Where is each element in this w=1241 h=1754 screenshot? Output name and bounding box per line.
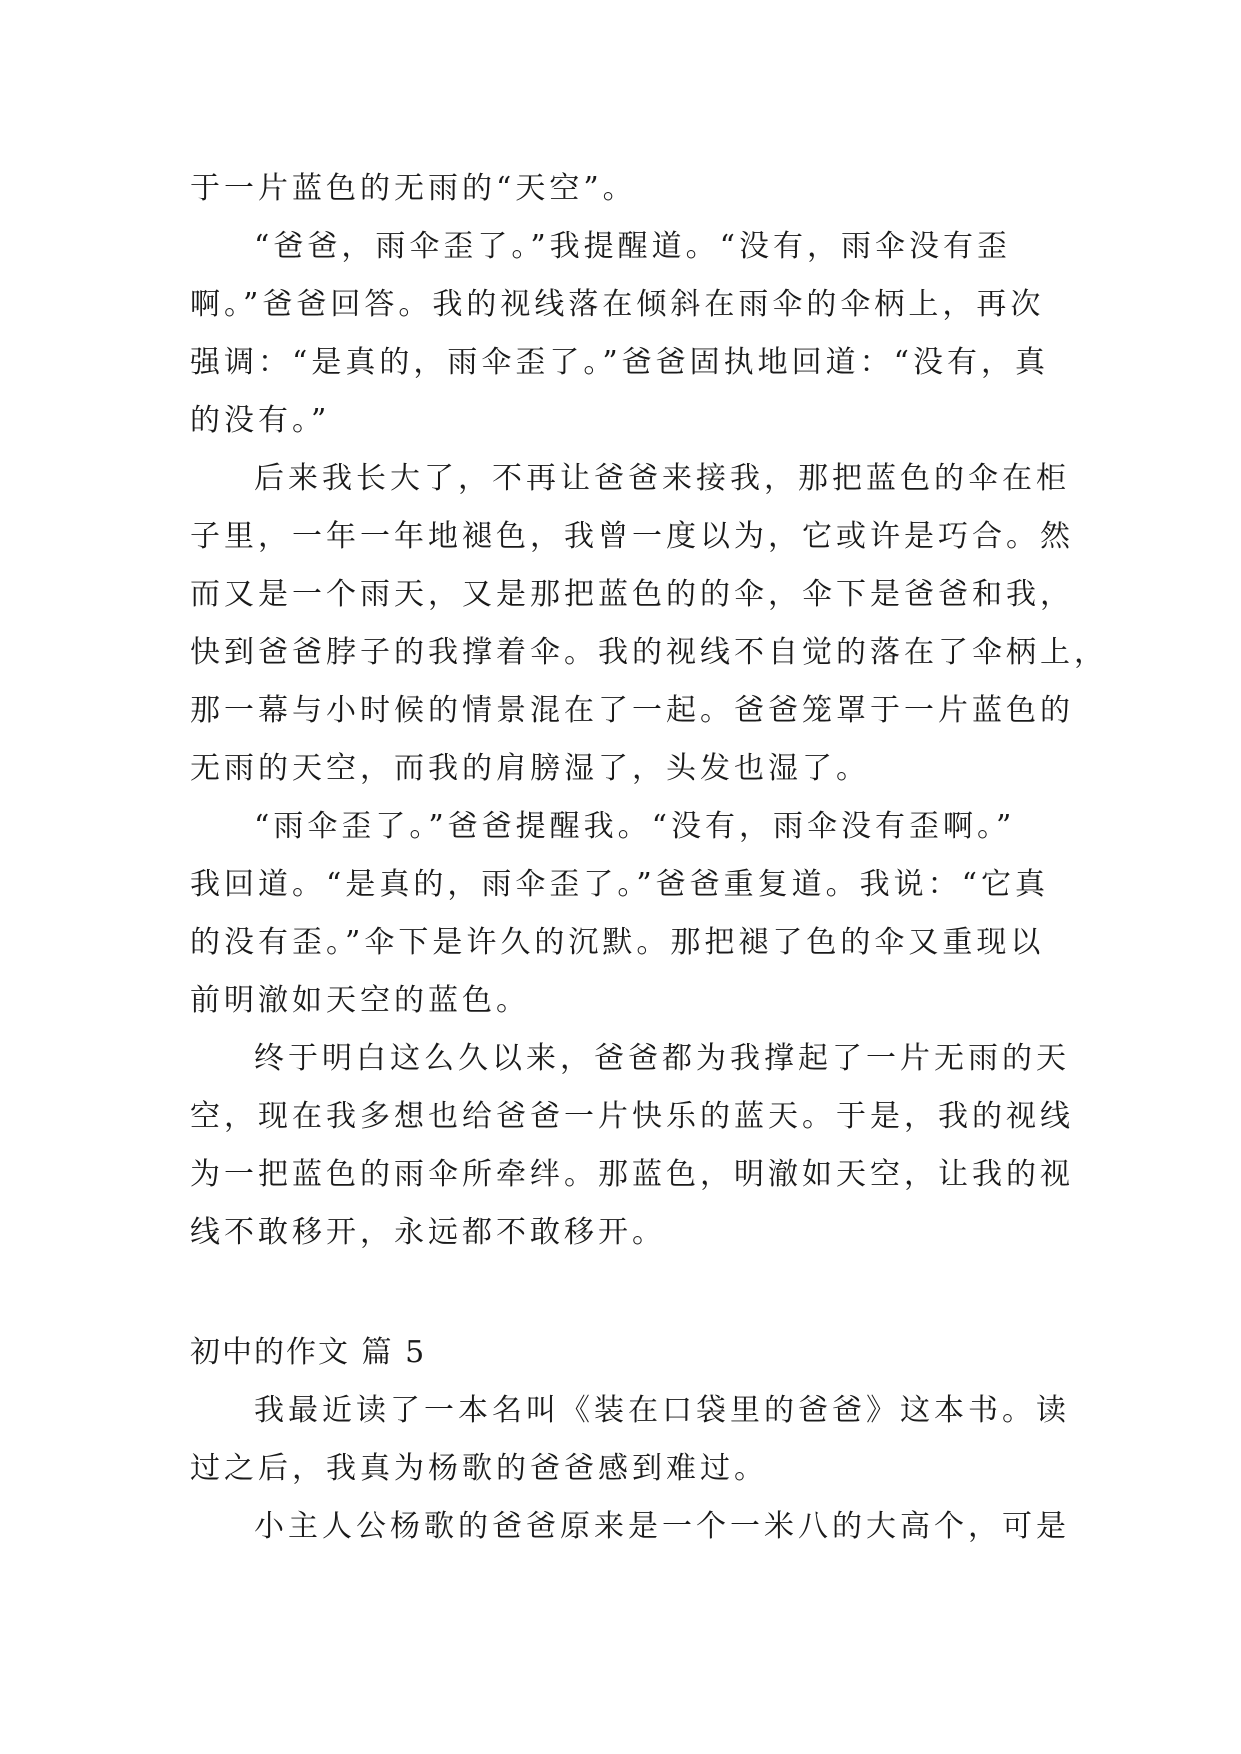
- text-line: “爸爸，雨伞歪了。”我提醒道。“没有，雨伞没有歪: [254, 229, 1012, 264]
- text-line: 空，现在我多想也给爸爸一片快乐的蓝天。于是，我的视线: [190, 1099, 1074, 1134]
- text-line: 小主人公杨歌的爸爸原来是一个一米八的大高个，可是: [254, 1509, 1070, 1544]
- text-line: 线不敢移开，永远都不敢移开。: [190, 1215, 666, 1250]
- text-line: 我回道。“是真的，雨伞歪了。”爸爸重复道。我说：“它真: [190, 867, 1050, 902]
- text-line: 的没有。”: [190, 403, 331, 438]
- text-line: 我最近读了一本名叫《装在口袋里的爸爸》这本书。读: [254, 1393, 1070, 1428]
- paragraph-continuation: [190, 160, 1050, 218]
- section-heading: 初中的作文 篇 5: [190, 1335, 427, 1370]
- paragraph: [190, 450, 1108, 798]
- text-line: 终于明白这么久以来，爸爸都为我撑起了一片无雨的天: [254, 1041, 1070, 1076]
- text-line: 而又是一个雨天，又是那把蓝色的的伞，伞下是爸爸和我，: [190, 577, 1074, 612]
- text-line: 后来我长大了，不再让爸爸来接我，那把蓝色的伞在柜: [254, 461, 1070, 496]
- paragraph: [190, 798, 1050, 1030]
- paragraph: [190, 218, 1050, 450]
- text-line: 那一幕与小时候的情景混在了一起。爸爸笼罩于一片蓝色的: [190, 693, 1074, 728]
- text-line: 为一把蓝色的雨伞所牵绊。那蓝色，明澈如天空，让我的视: [190, 1157, 1074, 1192]
- paragraph: [190, 1030, 1074, 1262]
- text-line: 子里，一年一年地褪色，我曾一度以为，它或许是巧合。然: [190, 519, 1074, 554]
- text-line: “雨伞歪了。”爸爸提醒我。“没有，雨伞没有歪啊。”: [254, 809, 1016, 844]
- text-line: 快到爸爸脖子的我撑着伞。我的视线不自觉的落在了伞柄上，: [190, 635, 1108, 670]
- text-line: 过之后，我真为杨歌的爸爸感到难过。: [190, 1451, 768, 1486]
- text-line: 前明澈如天空的蓝色。: [190, 983, 530, 1018]
- text-line: 啊。”爸爸回答。我的视线落在倾斜在雨伞的伞柄上，再次: [190, 287, 1045, 322]
- text-line: 于一片蓝色的无雨的“天空”。: [190, 171, 637, 206]
- document-body: [190, 160, 1108, 1556]
- text-line: 无雨的天空，而我的肩膀湿了，头发也湿了。: [190, 751, 870, 786]
- paragraph: [190, 1382, 1070, 1498]
- text-line: 强调：“是真的，雨伞歪了。”爸爸固执地回道：“没有，真: [190, 345, 1050, 380]
- section-spacer: [190, 1262, 1050, 1324]
- paragraph: [190, 1498, 1070, 1556]
- text-line: 的没有歪。”伞下是许久的沉默。那把褪了色的伞又重现以: [190, 925, 1045, 960]
